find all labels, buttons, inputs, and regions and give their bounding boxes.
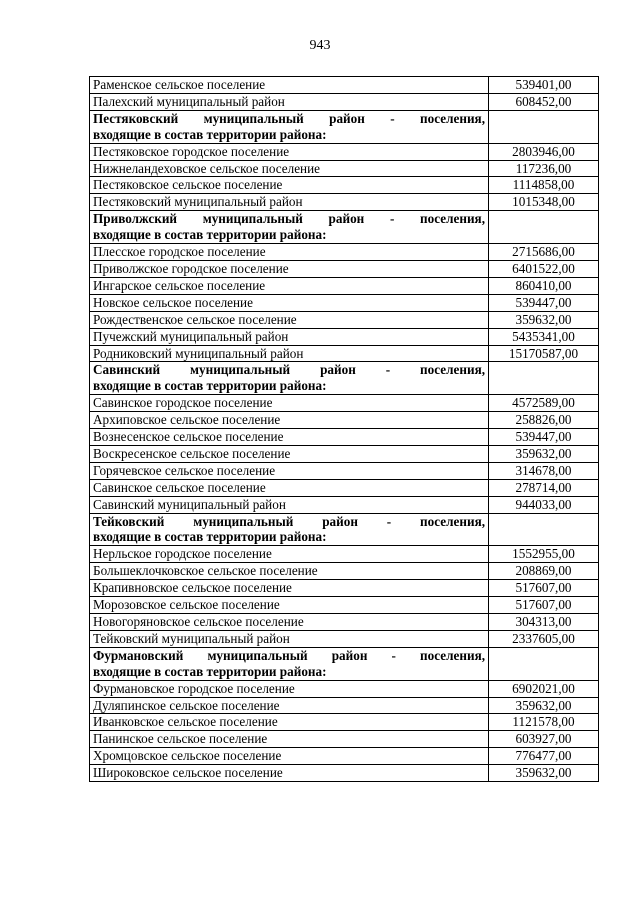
table-row bbox=[90, 630, 599, 647]
table-row bbox=[90, 395, 599, 412]
settlement-name: Морозовское сельское поселение bbox=[90, 597, 489, 614]
table-row bbox=[90, 731, 599, 748]
amount-value: 1015348,00 bbox=[489, 194, 599, 211]
district-header-line1: Савинский муниципальный район - поселения, bbox=[93, 362, 485, 378]
amount-value: 5435341,00 bbox=[489, 328, 599, 345]
table-row bbox=[90, 345, 599, 362]
district-header-line1: Фурмановский муниципальный район - поселения, bbox=[93, 647, 485, 663]
amount-value: 117236,00 bbox=[489, 160, 599, 177]
table-row bbox=[90, 580, 599, 597]
settlement-name: Хромцовское сельское поселение bbox=[90, 748, 489, 765]
table-row bbox=[90, 680, 599, 697]
settlement-name: Савинский муниципальный район bbox=[90, 496, 489, 513]
table-row bbox=[90, 194, 599, 211]
settlement-name: Фурмановское городское поселение bbox=[90, 680, 489, 697]
table-row bbox=[90, 177, 599, 194]
amount-value: 4572589,00 bbox=[489, 395, 599, 412]
amount-value: 2803946,00 bbox=[489, 143, 599, 160]
settlement-name: Тейковский муниципальный район bbox=[90, 630, 489, 647]
amount-value: 304313,00 bbox=[489, 614, 599, 631]
settlement-name: Родниковский муниципальный район bbox=[90, 345, 489, 362]
table-row bbox=[90, 445, 599, 462]
amount-value: 517607,00 bbox=[489, 580, 599, 597]
settlement-name: Панинское сельское поселение bbox=[90, 731, 489, 748]
settlement-name: Воскресенское сельское поселение bbox=[90, 445, 489, 462]
table-row bbox=[90, 294, 599, 311]
district-header-row bbox=[90, 362, 599, 395]
table-row bbox=[90, 244, 599, 261]
settlement-name: Широковское сельское поселение bbox=[90, 765, 489, 782]
settlement-name: Савинское сельское поселение bbox=[90, 479, 489, 496]
district-header-line2: входящие в состав территории района: bbox=[93, 378, 327, 394]
amount-value: 944033,00 bbox=[489, 496, 599, 513]
settlement-name: Нижнеландеховское сельское поселение bbox=[90, 160, 489, 177]
allocation-table bbox=[89, 76, 599, 782]
amount-value: 6902021,00 bbox=[489, 680, 599, 697]
settlement-name: Вознесенское сельское поселение bbox=[90, 429, 489, 446]
amount-value: 539447,00 bbox=[489, 294, 599, 311]
amount-value: 860410,00 bbox=[489, 277, 599, 294]
district-header-row bbox=[90, 647, 599, 680]
amount-value: 314678,00 bbox=[489, 462, 599, 479]
settlement-name: Большеклочковское сельское поселение bbox=[90, 563, 489, 580]
table-row bbox=[90, 77, 599, 94]
amount-value: 208869,00 bbox=[489, 563, 599, 580]
amount-value: 2715686,00 bbox=[489, 244, 599, 261]
settlement-name: Новское сельское поселение bbox=[90, 294, 489, 311]
table-row bbox=[90, 748, 599, 765]
settlement-name: Плесское городское поселение bbox=[90, 244, 489, 261]
district-header bbox=[90, 211, 489, 244]
table-row bbox=[90, 277, 599, 294]
allocation-table-body bbox=[90, 77, 599, 782]
district-header bbox=[90, 362, 489, 395]
settlement-name: Дуляпинское сельское поселение bbox=[90, 697, 489, 714]
district-header bbox=[90, 513, 489, 546]
district-header-row bbox=[90, 211, 599, 244]
table-row bbox=[90, 143, 599, 160]
table-row bbox=[90, 311, 599, 328]
district-header-line2: входящие в состав территории района: bbox=[93, 227, 327, 243]
table-row bbox=[90, 765, 599, 782]
amount-value: 15170587,00 bbox=[489, 345, 599, 362]
district-header-row bbox=[90, 513, 599, 546]
settlement-name: Пестяковское сельское поселение bbox=[90, 177, 489, 194]
table-row bbox=[90, 93, 599, 110]
district-header-line1: Приволжский муниципальный район - поселения, bbox=[93, 211, 485, 227]
amount-value: 278714,00 bbox=[489, 479, 599, 496]
settlement-name: Раменское сельское поселение bbox=[90, 77, 489, 94]
settlement-name: Пестяковское городское поселение bbox=[90, 143, 489, 160]
district-header-value bbox=[489, 110, 599, 143]
district-header-line2: входящие в состав территории района: bbox=[93, 663, 327, 679]
settlement-name: Крапивновское сельское поселение bbox=[90, 580, 489, 597]
amount-value: 517607,00 bbox=[489, 597, 599, 614]
page-number: 943 bbox=[309, 38, 331, 53]
district-header bbox=[90, 647, 489, 680]
table-row bbox=[90, 697, 599, 714]
settlement-name: Пестяковский муниципальный район bbox=[90, 194, 489, 211]
amount-value: 776477,00 bbox=[489, 748, 599, 765]
amount-value: 608452,00 bbox=[489, 93, 599, 110]
district-header-line2: входящие в состав территории района: bbox=[93, 529, 327, 545]
table-row bbox=[90, 479, 599, 496]
amount-value: 359632,00 bbox=[489, 311, 599, 328]
settlement-name: Ингарское сельское поселение bbox=[90, 277, 489, 294]
district-header-line1: Тейковский муниципальный район - поселения, bbox=[93, 513, 485, 529]
district-header-value bbox=[489, 647, 599, 680]
table-row bbox=[90, 597, 599, 614]
amount-value: 258826,00 bbox=[489, 412, 599, 429]
amount-value: 359632,00 bbox=[489, 445, 599, 462]
amount-value: 359632,00 bbox=[489, 765, 599, 782]
settlement-name: Рождественское сельское поселение bbox=[90, 311, 489, 328]
district-header-value bbox=[489, 513, 599, 546]
settlement-name: Нерльское городское поселение bbox=[90, 546, 489, 563]
district-header-line2: входящие в состав территории района: bbox=[93, 126, 327, 142]
amount-value: 539401,00 bbox=[489, 77, 599, 94]
amount-value: 539447,00 bbox=[489, 429, 599, 446]
table-row bbox=[90, 546, 599, 563]
table-row bbox=[90, 614, 599, 631]
table-row bbox=[90, 714, 599, 731]
table-row bbox=[90, 260, 599, 277]
settlement-name: Палехский муниципальный район bbox=[90, 93, 489, 110]
amount-value: 6401522,00 bbox=[489, 260, 599, 277]
amount-value: 1552955,00 bbox=[489, 546, 599, 563]
district-header-value bbox=[489, 211, 599, 244]
settlement-name: Архиповское сельское поселение bbox=[90, 412, 489, 429]
district-header-value bbox=[489, 362, 599, 395]
table-row bbox=[90, 429, 599, 446]
district-header-line1: Пестяковский муниципальный район - поселения, bbox=[93, 110, 485, 126]
table-row bbox=[90, 496, 599, 513]
table-row bbox=[90, 412, 599, 429]
settlement-name: Горячевское сельское поселение bbox=[90, 462, 489, 479]
settlement-name: Савинское городское поселение bbox=[90, 395, 489, 412]
amount-value: 603927,00 bbox=[489, 731, 599, 748]
table-row bbox=[90, 563, 599, 580]
settlement-name: Новогоряновское сельское поселение bbox=[90, 614, 489, 631]
district-header-row bbox=[90, 110, 599, 143]
table-row bbox=[90, 328, 599, 345]
settlement-name: Пучежский муниципальный район bbox=[90, 328, 489, 345]
table-row bbox=[90, 160, 599, 177]
amount-value: 1121578,00 bbox=[489, 714, 599, 731]
amount-value: 359632,00 bbox=[489, 697, 599, 714]
settlement-name: Приволжское городское поселение bbox=[90, 260, 489, 277]
district-header bbox=[90, 110, 489, 143]
amount-value: 2337605,00 bbox=[489, 630, 599, 647]
settlement-name: Иванковское сельское поселение bbox=[90, 714, 489, 731]
amount-value: 1114858,00 bbox=[489, 177, 599, 194]
table-row bbox=[90, 462, 599, 479]
